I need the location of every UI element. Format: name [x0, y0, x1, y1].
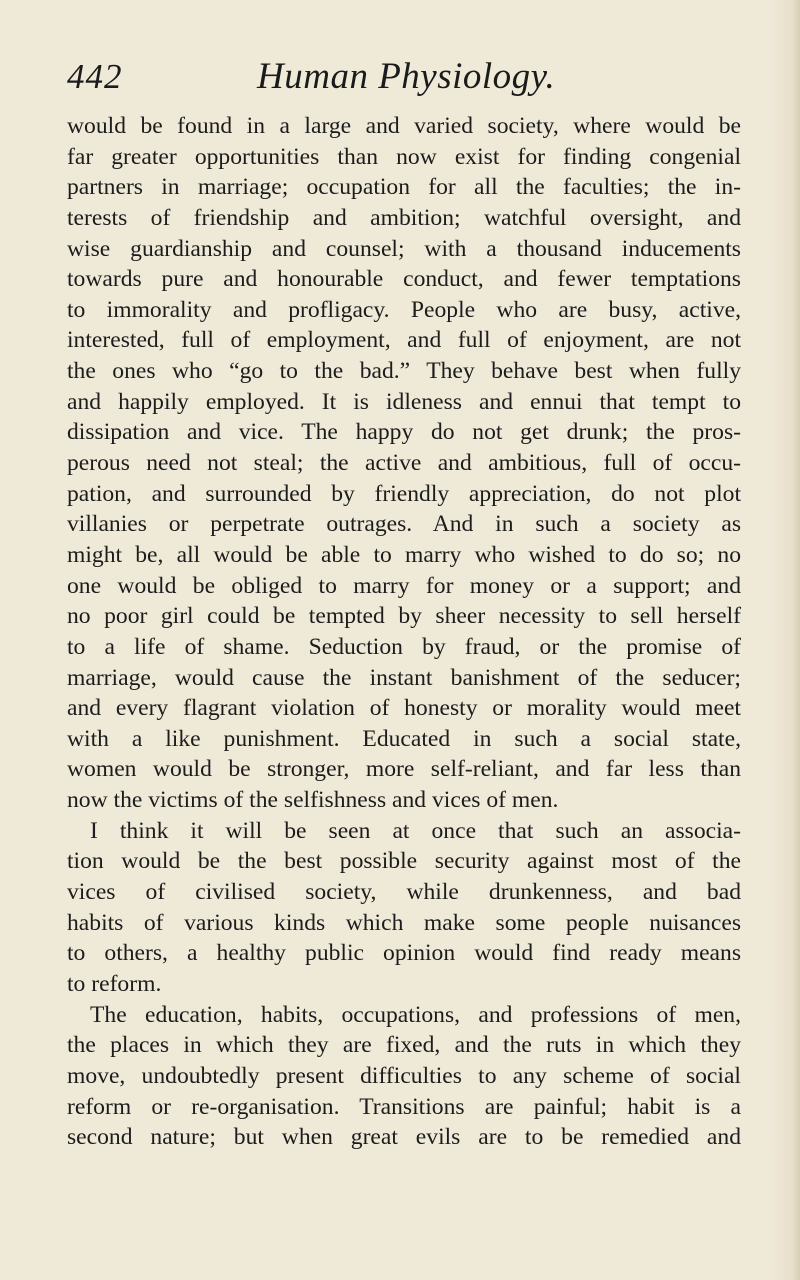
- text-line: perous need not steal; the active and ambitious, full of occu-: [67, 450, 741, 477]
- text-line: now the victims of the selfishness and vices of men.: [67, 787, 559, 814]
- text-line: move, undoubtedly present difficulties to any scheme of social: [67, 1062, 741, 1089]
- running-title: Human Physiology.: [257, 56, 556, 97]
- text-line: women would be stronger, more self-reliant, and far less than: [67, 756, 741, 783]
- text-line: interested, full of employment, and full of enjoyment, are not: [67, 327, 741, 354]
- text-line: the ones who “go to the bad.” They behave best when fully: [67, 358, 741, 385]
- text-line: habits of various kinds which make some people nuisances: [67, 909, 741, 936]
- text-line: would be found in a large and varied society, where would be: [67, 113, 741, 139]
- text-line: I think it will be seen at once that such an associa-: [90, 817, 741, 844]
- text-line: dissipation and vice. The happy do not get drunk; the pros-: [67, 419, 741, 446]
- running-header: [67, 52, 747, 102]
- text-line: to immorality and profligacy. People who are busy, active,: [67, 296, 741, 323]
- text-line: partners in marriage; occupation for all the faculties; the in-: [67, 174, 741, 201]
- text-line: towards pure and honourable conduct, and fewer temptations: [67, 266, 741, 293]
- text-line: marriage, would cause the instant banishment of the seducer;: [67, 664, 741, 691]
- text-line: villanies or perpetrate outrages. And in such a society as: [67, 511, 741, 538]
- paragraph-1: [67, 111, 741, 816]
- text-line: and every flagrant violation of honesty or morality would meet: [67, 695, 741, 722]
- text-line: might be, all would be able to marry who wished to do so; no: [67, 541, 741, 568]
- text-line: pation, and surrounded by friendly appreciation, do not plot: [67, 480, 741, 507]
- text-line: to reform.: [67, 970, 162, 997]
- text-line: to others, a healthy public opinion would find ready means: [67, 940, 741, 967]
- text-line: tion would be the best possible security against most of the: [67, 848, 741, 875]
- text-line: the places in which they are fixed, and the ruts in which they: [67, 1032, 741, 1059]
- text-line: wise guardianship and counsel; with a thousand inducements: [67, 235, 741, 262]
- text-line: one would be obliged to marry for money or a support; and: [67, 572, 741, 599]
- paragraph-2: [67, 816, 741, 1000]
- text-line: vices of civilised society, while drunkenness, and bad: [67, 879, 741, 906]
- text-line: The education, habits, occupations, and professions of men,: [90, 1001, 741, 1028]
- text-line: with a like punishment. Educated in such a social state,: [67, 725, 741, 752]
- paragraph-3: [67, 1000, 741, 1153]
- page-number: 442: [67, 57, 123, 96]
- text-line: no poor girl could be tempted by sheer necessity to sell herself: [67, 603, 741, 630]
- body-text: [67, 111, 741, 1153]
- text-line: reform or re-organisation. Transitions are painful; habit is a: [67, 1093, 741, 1120]
- text-line: far greater opportunities than now exist for finding congenial: [67, 143, 741, 170]
- text-line: second nature; but when great evils are to be remedied and: [67, 1124, 741, 1151]
- text-line: to a life of shame. Seduction by fraud, or the promise of: [67, 633, 741, 660]
- text-line: and happily employed. It is idleness and ennui that tempt to: [67, 388, 741, 415]
- text-line: terests of friendship and ambition; watchful oversight, and: [67, 204, 741, 231]
